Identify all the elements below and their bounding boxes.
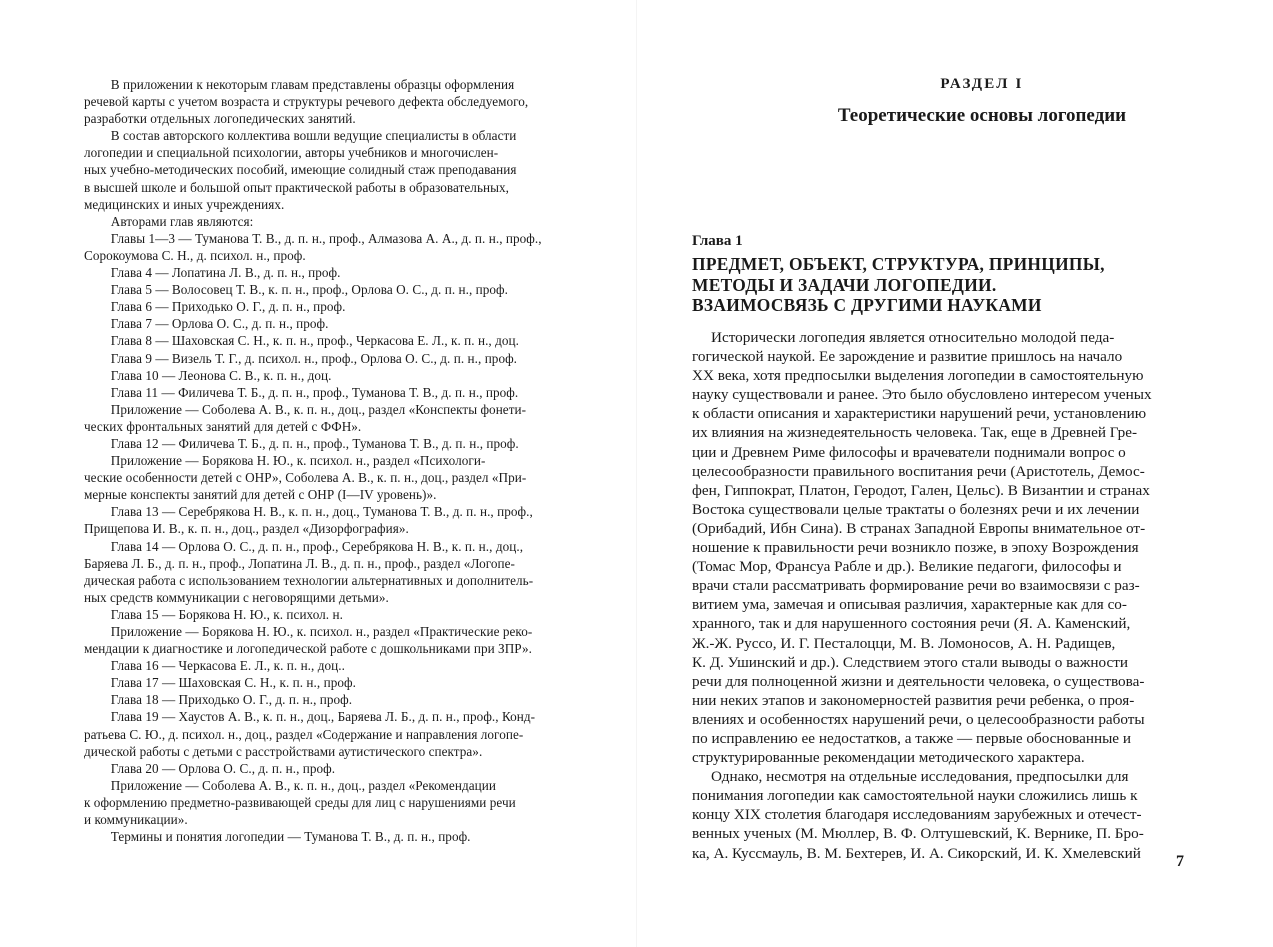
text-line: Глава 4 — Лопатина Л. В., д. п. н., проф.: [84, 265, 341, 281]
text-line: целесообразности правильного воспитания речи (Аристотель, Демос-: [692, 462, 1145, 480]
text-line: разработки отдельных логопедических занятий.: [84, 111, 356, 127]
text-line: Востока существовали целые трактаты о болезнях речи и их лечении: [692, 500, 1140, 518]
text-line: хранного, так и для нарушенного состояния речи (Я. А. Каменский,: [692, 615, 1131, 633]
text-line: Прищепова И. В., к. п. н., доц., раздел «Дизорфография».: [84, 521, 409, 537]
chapter-label: Глава 1: [692, 233, 743, 249]
text-line: Глава 8 — Шаховская С. Н., к. п. н., проф., Черкасова Е. Л., к. п. н., доц.: [84, 333, 519, 349]
text-line: понимания логопедии как самостоятельной науки сложились лишь к: [692, 787, 1138, 805]
text-line: Однако, несмотря на отдельные исследования, предпосылки для: [692, 768, 1129, 786]
text-line: Глава 7 — Орлова О. С., д. п. н., проф.: [84, 316, 329, 332]
text-line: Глава 13 — Серебрякова Н. В., к. п. н., доц., Туманова Т. В., д. п. н., проф.,: [84, 504, 533, 520]
text-line: Приложение — Соболева А. В., к. п. н., доц., раздел «Рекомендации: [84, 777, 496, 793]
text-line: ка, А. Куссмауль, В. М. Бехтерев, И. А. Сикорский, И. К. Хмелевский: [692, 844, 1141, 862]
chapter-body-text: [692, 328, 1192, 863]
text-line: Глава 15 — Борякова Н. Ю., к. психол. н.: [84, 606, 343, 622]
text-line: Глава 6 — Приходько О. Г., д. п. н., проф.: [84, 299, 346, 315]
text-line: мендации к диагностике и логопедической работе с дошкольниками при ЗПР».: [84, 641, 532, 657]
text-line: Приложение — Борякова Н. Ю., к. психол. н., раздел «Психологи-: [84, 453, 486, 469]
text-line: Глава 20 — Орлова О. С., д. п. н., проф.: [84, 760, 336, 776]
text-line: венных ученых (М. Мюллер, В. Ф. Олтушевский, К. Вернике, П. Бро-: [692, 825, 1144, 843]
text-line: в высшей школе и большой опыт практической работы в образовательных,: [84, 179, 510, 195]
text-line: дическая работа с использованием технологии альтернативных и дополнитель-: [84, 572, 534, 588]
text-line: Термины и понятия логопедии — Туманова Т. В., д. п. н., проф.: [84, 829, 471, 845]
text-line: и коммуникации».: [84, 812, 188, 828]
text-line: Глава 14 — Орлова О. С., д. п. н., проф., Серебрякова Н. В., к. п. н., доц.,: [84, 538, 524, 554]
text-line: Сорокоумова С. Н., д. психол. н., проф.: [84, 247, 306, 263]
text-line: Глава 17 — Шаховская С. Н., к. п. н., проф.: [84, 675, 356, 691]
text-line: медицинских и иных учреждениях.: [84, 196, 285, 212]
text-line: к области описания и характеристики нарушений речи, установлению: [692, 405, 1147, 423]
text-line: Глава 11 — Филичева Т. Б., д. п. н., проф., Туманова Т. В., д. п. н., проф.: [84, 384, 519, 400]
book-spine: [636, 0, 637, 947]
text-line: влениях и особенностях нарушений речи, о целесообразности работы: [692, 710, 1145, 728]
text-line: Приложение — Борякова Н. Ю., к. психол. н., раздел «Практические реко-: [84, 624, 533, 639]
chapter-title-line: МЕТОДЫ И ЗАДАЧИ ЛОГОПЕДИИ.: [692, 274, 997, 295]
text-line: К. Д. Ушинский и др.). Следствием этого стали выводы о важности: [692, 653, 1128, 671]
text-line: Глава 5 — Волосовец Т. В., к. п. н., проф., Орлова О. С., д. п. н., проф.: [84, 282, 508, 298]
text-line: науку существовали и ранее. Это было обусловлено интересом ученых: [692, 386, 1152, 404]
text-line: гогической наукой. Ее зарождение и развитие пришлось на начало: [692, 348, 1123, 366]
text-line: Исторически логопедия является относительно молодой педа-: [692, 329, 1115, 346]
text-line: нии неких этапов и закономерностей развития речи ребенка, о проя-: [692, 691, 1135, 709]
text-line: дической работы с детьми с расстройствами аутистического спектра».: [84, 743, 483, 759]
text-line: речи для полноценной жизни и деятельности человека, о существова-: [692, 672, 1145, 690]
chapter-title-line: ВЗАИМОСВЯЗЬ С ДРУГИМИ НАУКАМИ: [692, 295, 1042, 315]
text-line: Приложение — Соболева А. В., к. п. н., доц., раздел «Конспекты фонети-: [84, 401, 527, 417]
text-line: ных средств коммуникации с неговорящими детьми».: [84, 589, 389, 605]
text-line: Баряева Л. Б., д. п. н., проф., Лопатина Л. В., д. п. н., проф., раздел «Логопе-: [84, 555, 515, 571]
text-line: к оформлению предметно-развивающей среды для лиц с нарушениями речи: [84, 794, 516, 810]
text-line: Глава 12 — Филичева Т. Б., д. п. н., проф., Туманова Т. В., д. п. н., проф.: [84, 435, 519, 451]
text-line: (Орибадий, Ибн Сина). В странах Западной Европы внимательное от-: [692, 519, 1146, 537]
text-line: ратьева С. Ю., д. психол. н., доц., раздел «Содержание и направления логопе-: [84, 726, 524, 742]
text-line: Глава 16 — Черкасова Е. Л., к. п. н., доц..: [84, 658, 345, 674]
text-line: ческие особенности детей с ОНР», Соболева А. В., к. п. н., доц., раздел «При-: [84, 470, 527, 486]
left-page-text: [84, 76, 584, 845]
text-line: ческих фронтальных занятий для детей с ФФН».: [84, 418, 362, 434]
text-line: Главы 1—3 — Туманова Т. В., д. п. н., проф., Алмазова А. А., д. п. н., проф.,: [84, 230, 542, 246]
section-label: РАЗДЕЛ I: [940, 76, 1024, 92]
text-line: речевой карты с учетом возраста и структуры речевого дефекта обследуемого,: [84, 94, 529, 110]
text-line: ношение к правильности речи возникло позже, в эпоху Возрождения: [692, 539, 1139, 557]
text-line: (Томас Мор, Франсуа Рабле и др.). Великие педагоги, философы и: [692, 558, 1122, 576]
text-line: по исправлению ее недостатков, а также — первые обоснованные и: [692, 729, 1131, 747]
text-line: XX века, хотя предпосылки выделения логопедии в самостоятельную: [692, 367, 1144, 385]
text-line: мерные конспекты занятий для детей с ОНР (I—IV уровень)».: [84, 487, 437, 503]
text-line: их влияния на жизнедеятельность человека. Так, еще в Древней Гре-: [692, 424, 1137, 442]
text-line: врачи стали рассматривать формирование речи во взаимосвязи с раз-: [692, 577, 1140, 595]
text-line: ных учебно-методических пособий, имеющие солидный стаж преподавания: [84, 162, 517, 178]
text-line: В приложении к некоторым главам представлены образцы оформления: [84, 77, 515, 92]
text-line: витием ума, замечая и описывая различия, характерные как для со-: [692, 596, 1127, 614]
chapter-title: [692, 254, 1105, 316]
chapter-title-line: ПРЕДМЕТ, ОБЪЕКТ, СТРУКТУРА, ПРИНЦИПЫ,: [692, 254, 1105, 274]
text-line: Глава 10 — Леонова С. В., к. п. н., доц.: [84, 367, 332, 383]
text-line: Глава 18 — Приходько О. Г., д. п. н., проф.: [84, 692, 353, 708]
text-line: Глава 9 — Визель Т. Г., д. психол. н., проф., Орлова О. С., д. п. н., проф.: [84, 350, 518, 366]
text-line: ции и Древнем Риме философы и врачеватели поднимали вопрос о: [692, 443, 1126, 461]
text-line: фен, Гиппократ, Платон, Геродот, Гален, Цельс). В Византии и странах: [692, 481, 1150, 499]
text-line: В состав авторского коллектива вошли ведущие специалисты в области: [84, 128, 517, 144]
page-number: 7: [1176, 853, 1184, 870]
text-line: структурированные рекомендации методического характера.: [692, 749, 1085, 767]
text-line: Авторами глав являются:: [84, 213, 254, 229]
text-line: Глава 19 — Хаустов А. В., к. п. н., доц., Баряева Л. Б., д. п. н., проф., Конд-: [84, 709, 536, 725]
text-line: концу XIX столетия благодаря исследованиям зарубежных и отечест-: [692, 806, 1142, 824]
section-title: Теоретические основы логопедии: [837, 105, 1127, 126]
text-line: логопедии и специальной психологии, авторы учебников и многочислен-: [84, 145, 499, 161]
text-line: Ж.-Ж. Руссо, И. Г. Песталоцци, М. В. Ломоносов, А. Н. Радищев,: [692, 634, 1116, 652]
